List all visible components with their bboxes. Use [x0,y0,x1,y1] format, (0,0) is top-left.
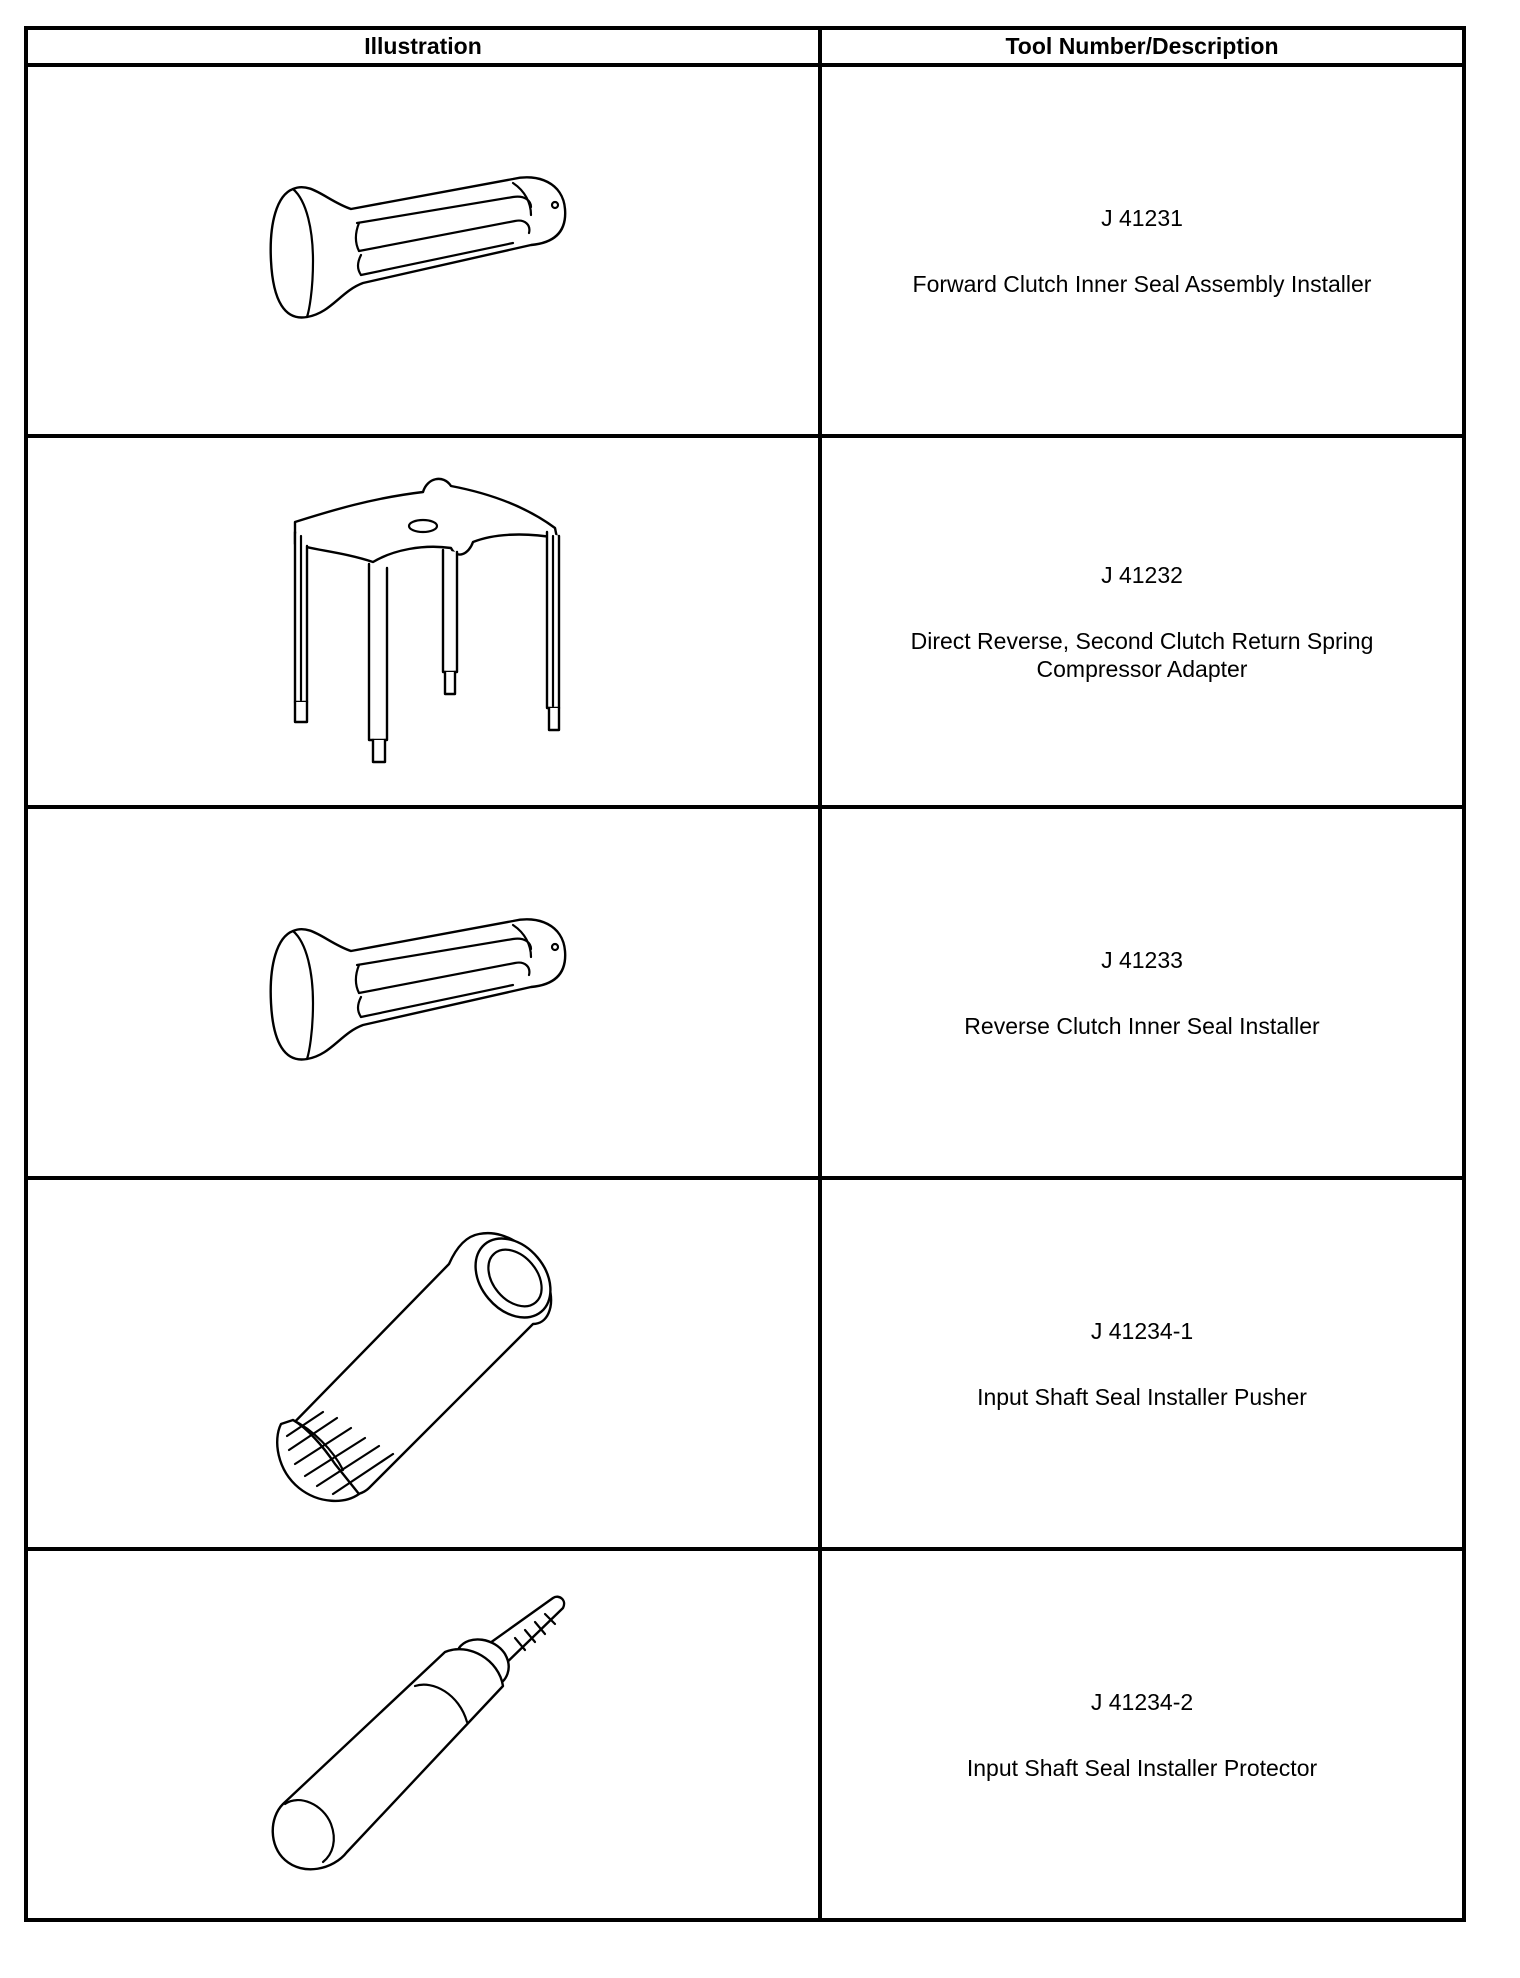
tool-number: J 41231 [1101,204,1183,231]
tool-description: Input Shaft Seal Installer Pusher [977,1383,1307,1410]
seal-protector-icon [263,1590,583,1880]
installer-handle-icon [263,171,583,331]
table-row [26,1549,1464,1920]
tool-description-cell [820,807,1464,1178]
illustration-cell [26,807,820,1178]
illustration-cell [26,1178,820,1549]
header-tool-description: Tool Number/Description [820,28,1464,65]
tool-description: Direct Reverse, Second Clutch Return Spring Compressor Adapter [910,627,1374,682]
tool-number: J 41233 [1101,946,1183,973]
tool-number: J 41234-1 [1090,1317,1194,1344]
tool-description-cell [820,65,1464,436]
installer-handle-icon [263,913,583,1073]
tool-table [24,26,1466,1922]
illustration-cell [26,1549,820,1920]
header-row [26,28,1464,65]
tool-number: J 41232 [1101,561,1183,588]
spring-compressor-adapter-icon [273,472,573,772]
tool-description: Input Shaft Seal Installer Protector [966,1754,1318,1781]
tool-description-cell [820,1178,1464,1549]
seal-pusher-icon [263,1224,583,1504]
tool-description-cell [820,436,1464,807]
table-row [26,436,1464,807]
tool-description: Reverse Clutch Inner Seal Installer [964,1012,1320,1039]
tool-description-cell [820,1549,1464,1920]
table-row [26,65,1464,436]
illustration-cell [26,65,820,436]
header-illustration: Illustration [26,28,820,65]
tool-number: J 41234-2 [1090,1688,1194,1715]
tool-description: Forward Clutch Inner Seal Assembly Installer [912,270,1372,297]
table-row [26,1178,1464,1549]
illustration-cell [26,436,820,807]
table-row [26,807,1464,1178]
